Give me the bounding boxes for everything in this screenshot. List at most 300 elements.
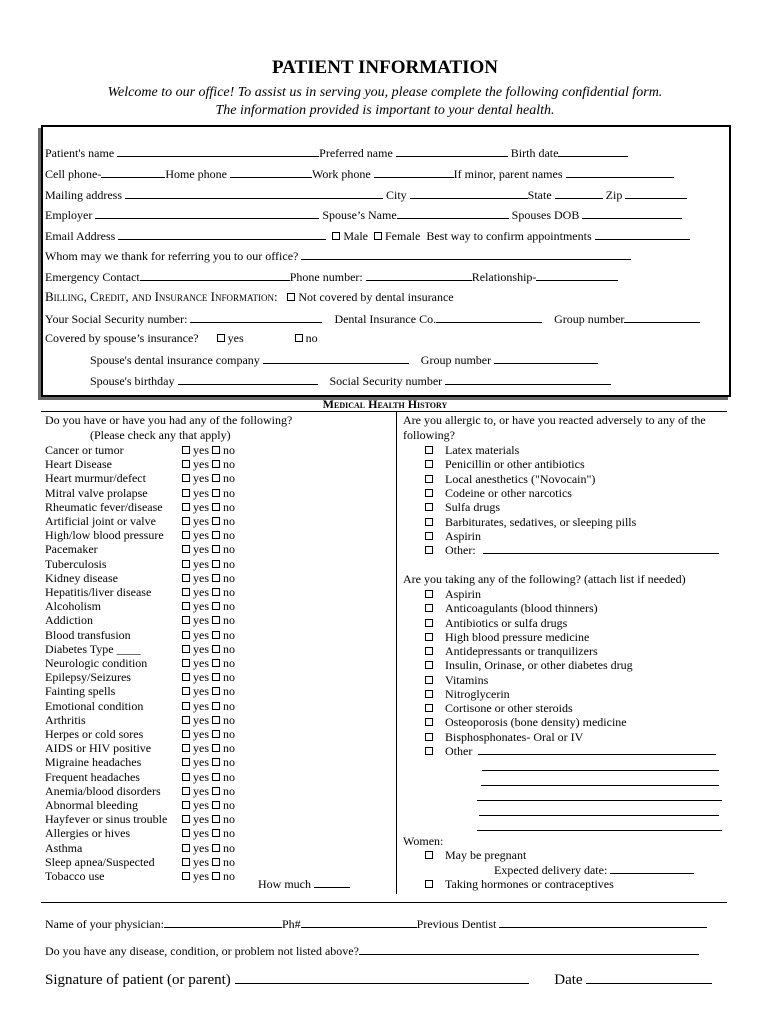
label-city: City — [386, 188, 407, 202]
label-no: no — [223, 812, 235, 826]
med-other-line-2[interactable] — [482, 770, 719, 771]
medication-label: Nitroglycerin — [445, 687, 510, 701]
condition-no-checkbox[interactable] — [212, 489, 220, 497]
allergy-label: Sulfa drugs — [445, 500, 500, 514]
relationship-field[interactable] — [536, 269, 618, 281]
spouse-group-number-field[interactable] — [494, 352, 598, 364]
label-no: no — [223, 869, 235, 883]
spouses-name-field[interactable] — [397, 207, 509, 219]
condition-label: Sleep apnea/Suspected — [45, 855, 155, 869]
medication-checkbox[interactable] — [425, 733, 433, 741]
medication-checkbox[interactable] — [425, 747, 433, 755]
medication-checkbox[interactable] — [425, 633, 433, 641]
employer-field[interactable] — [95, 207, 319, 219]
women-label: Women: — [403, 834, 444, 848]
condition-label: Emotional condition — [45, 699, 144, 713]
state-field[interactable] — [555, 187, 603, 199]
label-yes: yes — [193, 443, 209, 457]
condition-yes-no — [182, 599, 235, 613]
condition-no-checkbox[interactable] — [212, 829, 220, 837]
medication-label: Aspirin — [445, 587, 481, 601]
medication-checkbox[interactable] — [425, 704, 433, 712]
condition-no-checkbox[interactable] — [212, 602, 220, 610]
label-no: no — [223, 755, 235, 769]
condition-yes-checkbox[interactable] — [182, 773, 190, 781]
condition-no-checkbox[interactable] — [212, 858, 220, 866]
condition-yes-no — [182, 869, 235, 883]
label-yes: yes — [227, 331, 244, 345]
label-ph: Ph# — [281, 917, 301, 931]
label-no: no — [223, 684, 235, 698]
condition-label: Tobacco use — [45, 869, 105, 883]
spouse-birthday-field[interactable] — [178, 373, 318, 385]
referral-field[interactable] — [301, 248, 631, 260]
condition-yes-no — [182, 585, 235, 599]
delivery-date — [494, 862, 694, 878]
condition-label: Tuberculosis — [45, 557, 107, 571]
condition-yes-no — [182, 613, 235, 627]
row-billing-heading — [45, 290, 454, 304]
condition-yes-no — [182, 471, 235, 485]
label-yes: yes — [193, 613, 209, 627]
column-divider — [396, 412, 397, 894]
condition-yes-checkbox[interactable] — [182, 730, 190, 738]
label-emergency-contact: Emergency Contact — [45, 270, 140, 284]
allergy-checkbox[interactable] — [425, 532, 433, 540]
condition-yes-checkbox[interactable] — [182, 545, 190, 553]
label-no: no — [223, 528, 235, 542]
condition-yes-checkbox[interactable] — [182, 744, 190, 752]
medication-label: Other — [445, 744, 473, 758]
label-yes: yes — [193, 670, 209, 684]
group-number-field[interactable] — [624, 311, 700, 323]
condition-yes-no — [182, 514, 235, 528]
allergy-label: Barbiturates, sedatives, or sleeping pills — [445, 515, 637, 529]
label-female: Female — [384, 229, 421, 243]
condition-label: Addiction — [45, 613, 93, 627]
label-yes: yes — [193, 869, 209, 883]
condition-yes-checkbox[interactable] — [182, 517, 190, 525]
medication-checkbox[interactable] — [425, 647, 433, 655]
label-spouses-name: Spouse’s Name — [322, 208, 397, 222]
label-no: no — [223, 457, 235, 471]
condition-no-checkbox[interactable] — [212, 474, 220, 482]
condition-yes-no — [182, 486, 235, 500]
allergy-label: Other: — [445, 543, 476, 557]
condition-yes-checkbox[interactable] — [182, 645, 190, 653]
condition-yes-checkbox[interactable] — [182, 758, 190, 766]
label-yes: yes — [193, 727, 209, 741]
label-male: Male — [343, 229, 368, 243]
medication-checkbox[interactable] — [425, 619, 433, 627]
label-yes: yes — [193, 557, 209, 571]
label-phone-number: Phone number: — [289, 270, 363, 284]
divider — [41, 411, 727, 412]
condition-no-checkbox[interactable] — [212, 673, 220, 681]
label-yes: yes — [193, 542, 209, 556]
female-checkbox[interactable] — [374, 232, 382, 240]
medication-checkbox[interactable] — [425, 661, 433, 669]
physician-field[interactable] — [164, 916, 282, 928]
not-covered-checkbox[interactable] — [287, 293, 295, 301]
label-physician: Name of your physician: — [45, 917, 164, 931]
other-disease-field[interactable] — [359, 943, 699, 955]
ssn-field[interactable] — [190, 311, 322, 323]
row-covered-spouse — [45, 331, 318, 345]
medication-item — [425, 630, 589, 644]
label-no: no — [223, 628, 235, 642]
condition-label: Frequent headaches — [45, 770, 140, 784]
allergy-checkbox[interactable] — [425, 503, 433, 511]
condition-yes-no — [182, 798, 235, 812]
label-no: no — [223, 542, 235, 556]
label-yes: yes — [193, 457, 209, 471]
label-no: no — [223, 855, 235, 869]
divider — [41, 902, 727, 903]
condition-no-checkbox[interactable] — [212, 758, 220, 766]
condition-no-checkbox[interactable] — [212, 815, 220, 823]
allergy-item — [425, 543, 476, 557]
condition-no-checkbox[interactable] — [212, 730, 220, 738]
condition-yes-checkbox[interactable] — [182, 815, 190, 823]
covered-spouse-yes-checkbox[interactable] — [217, 334, 225, 342]
mailing-address-field[interactable] — [125, 187, 383, 199]
label-no: no — [223, 741, 235, 755]
condition-yes-checkbox[interactable] — [182, 503, 190, 511]
condition-label: Heart Disease — [45, 457, 112, 471]
allergy-question-2: following? — [403, 428, 455, 442]
condition-yes-checkbox[interactable] — [182, 872, 190, 880]
allergy-label: Penicillin or other antibiotics — [445, 457, 585, 471]
condition-label: Allergies or hives — [45, 826, 131, 840]
condition-no-checkbox[interactable] — [212, 588, 220, 596]
birth-date-field[interactable] — [558, 145, 628, 157]
condition-yes-no — [182, 855, 235, 869]
row-phones — [45, 166, 674, 181]
med-other-line-6[interactable] — [477, 830, 722, 831]
condition-yes-no — [182, 542, 235, 556]
condition-yes-no — [182, 826, 235, 840]
condition-no-checkbox[interactable] — [212, 872, 220, 880]
work-phone-field[interactable] — [374, 166, 454, 178]
condition-no-checkbox[interactable] — [212, 687, 220, 695]
condition-no-checkbox[interactable] — [212, 716, 220, 724]
condition-no-checkbox[interactable] — [212, 531, 220, 539]
condition-no-checkbox[interactable] — [212, 503, 220, 511]
condition-yes-checkbox[interactable] — [182, 716, 190, 724]
condition-yes-no — [182, 670, 235, 684]
label-yes: yes — [193, 486, 209, 500]
medication-label: Vitamins — [445, 673, 489, 687]
emergency-phone-field[interactable] — [366, 269, 472, 281]
how-much-field[interactable] — [314, 876, 350, 888]
medication-label: High blood pressure medicine — [445, 630, 590, 644]
condition-yes-no — [182, 784, 235, 798]
label-yes: yes — [193, 684, 209, 698]
medication-label: Cortisone or other steroids — [445, 701, 573, 715]
condition-no-checkbox[interactable] — [212, 702, 220, 710]
condition-yes-checkbox[interactable] — [182, 858, 190, 866]
label-no: no — [223, 727, 235, 741]
label-no: no — [223, 486, 235, 500]
med-other-line-5[interactable] — [479, 815, 719, 816]
hormones-checkbox[interactable] — [425, 880, 433, 888]
allergy-other-line[interactable] — [483, 553, 719, 554]
label-yes: yes — [193, 755, 209, 769]
condition-yes-checkbox[interactable] — [182, 489, 190, 497]
condition-yes-no — [182, 684, 235, 698]
date-field[interactable] — [586, 970, 712, 984]
best-way-field[interactable] — [595, 228, 690, 240]
parent-names-field[interactable] — [566, 166, 674, 178]
condition-yes-checkbox[interactable] — [182, 474, 190, 482]
medication-checkbox[interactable] — [425, 718, 433, 726]
condition-yes-no — [182, 713, 235, 727]
patients-name-field[interactable] — [117, 145, 319, 157]
row-address — [45, 187, 687, 202]
condition-label: High/low blood pressure — [45, 528, 164, 542]
condition-yes-checkbox[interactable] — [182, 616, 190, 624]
previous-dentist-field[interactable] — [499, 916, 707, 928]
emergency-contact-field[interactable] — [140, 269, 290, 281]
label-no: no — [223, 443, 235, 457]
medication-item — [425, 601, 598, 615]
condition-yes-no — [182, 699, 235, 713]
row-signature — [45, 970, 712, 989]
spouses-dob-field[interactable] — [582, 207, 682, 219]
label-no: no — [223, 841, 235, 855]
condition-yes-checkbox[interactable] — [182, 801, 190, 809]
home-phone-field[interactable] — [230, 166, 312, 178]
label-no: no — [223, 670, 235, 684]
med-other-line[interactable] — [478, 754, 716, 755]
condition-yes-no — [182, 571, 235, 585]
condition-no-checkbox[interactable] — [212, 659, 220, 667]
label-previous-dentist: Previous Dentist — [416, 917, 497, 931]
condition-label: Neurologic condition — [45, 656, 148, 670]
condition-no-checkbox[interactable] — [212, 560, 220, 568]
condition-no-checkbox[interactable] — [212, 517, 220, 525]
label-no: no — [223, 826, 235, 840]
allergy-checkbox[interactable] — [425, 546, 433, 554]
condition-yes-checkbox[interactable] — [182, 588, 190, 596]
allergy-item — [425, 529, 481, 543]
how-much — [258, 876, 350, 892]
male-checkbox[interactable] — [332, 232, 340, 240]
label-no: no — [223, 471, 235, 485]
label-no: no — [223, 571, 235, 585]
label-no: no — [223, 514, 235, 528]
label-yes: yes — [193, 770, 209, 784]
medication-item — [425, 744, 472, 758]
condition-no-checkbox[interactable] — [212, 801, 220, 809]
label-employer: Employer — [45, 208, 93, 222]
condition-label: Epilepsy/Seizures — [45, 670, 131, 684]
medication-label: Osteoporosis (bone density) medicine — [445, 715, 627, 729]
condition-yes-checkbox[interactable] — [182, 673, 190, 681]
condition-yes-checkbox[interactable] — [182, 531, 190, 539]
medication-checkbox[interactable] — [425, 590, 433, 598]
condition-label: Herpes or cold sores — [45, 727, 144, 741]
row-ssn — [45, 311, 700, 326]
spouse-ssn-field[interactable] — [445, 373, 611, 385]
medication-checkbox[interactable] — [425, 676, 433, 684]
condition-yes-checkbox[interactable] — [182, 446, 190, 454]
pregnant-item — [425, 848, 526, 862]
row-employer — [45, 207, 682, 222]
condition-yes-checkbox[interactable] — [182, 829, 190, 837]
allergy-checkbox[interactable] — [425, 489, 433, 497]
medication-item — [425, 616, 567, 630]
label-no: no — [223, 656, 235, 670]
label-email: Email Address — [45, 229, 116, 243]
label-delivery-date: Expected delivery date: — [494, 863, 608, 877]
row-email — [45, 228, 690, 243]
preferred-name-field[interactable] — [396, 145, 508, 157]
zip-field[interactable] — [625, 187, 687, 199]
condition-label: Arthritis — [45, 713, 86, 727]
condition-yes-no — [182, 741, 235, 755]
row-physician — [45, 916, 707, 931]
allergy-label: Latex materials — [445, 443, 520, 457]
delivery-date-field[interactable] — [610, 862, 694, 874]
condition-no-checkbox[interactable] — [212, 744, 220, 752]
cell-phone-field[interactable] — [101, 166, 165, 178]
condition-yes-checkbox[interactable] — [182, 460, 190, 468]
condition-yes-checkbox[interactable] — [182, 602, 190, 610]
condition-label: Asthma — [45, 841, 83, 855]
label-no: no — [223, 585, 235, 599]
label-referral: Whom may we thank for referring you to our office? — [45, 249, 299, 263]
label-yes: yes — [193, 713, 209, 727]
label-yes: yes — [193, 855, 209, 869]
label-spouse-birthday: Spouse's birthday — [90, 374, 175, 388]
row-referral — [45, 248, 631, 263]
signature-field[interactable] — [235, 970, 529, 984]
allergy-label: Local anesthetics ("Novocain") — [445, 472, 596, 486]
condition-no-checkbox[interactable] — [212, 773, 220, 781]
allergy-checkbox[interactable] — [425, 460, 433, 468]
email-field[interactable] — [118, 228, 326, 240]
condition-label: Rheumatic fever/disease — [45, 500, 163, 514]
label-date: Date — [554, 972, 583, 988]
condition-label: AIDS or HIV positive — [45, 741, 152, 755]
label-no: no — [305, 331, 318, 345]
allergy-checkbox[interactable] — [425, 518, 433, 526]
allergy-checkbox[interactable] — [425, 475, 433, 483]
med-other-line-4[interactable] — [477, 800, 722, 801]
condition-yes-checkbox[interactable] — [182, 787, 190, 795]
allergy-item — [425, 500, 500, 514]
allergy-item — [425, 472, 595, 486]
condition-label: Abnormal bleeding — [45, 798, 138, 812]
medication-checkbox[interactable] — [425, 604, 433, 612]
label-yes: yes — [193, 784, 209, 798]
condition-no-checkbox[interactable] — [212, 645, 220, 653]
condition-yes-checkbox[interactable] — [182, 659, 190, 667]
condition-yes-checkbox[interactable] — [182, 560, 190, 568]
condition-yes-checkbox[interactable] — [182, 687, 190, 695]
spouse-company-field[interactable] — [263, 352, 409, 364]
med-other-line-3[interactable] — [481, 785, 719, 786]
condition-yes-checkbox[interactable] — [182, 844, 190, 852]
condition-yes-no — [182, 642, 235, 656]
condition-label: Mitral valve prolapse — [45, 486, 148, 500]
condition-yes-checkbox[interactable] — [182, 574, 190, 582]
condition-yes-checkbox[interactable] — [182, 631, 190, 639]
condition-no-checkbox[interactable] — [212, 616, 220, 624]
label-not-covered: Not covered by dental insurance — [298, 290, 454, 304]
condition-yes-no — [182, 557, 235, 571]
pregnant-checkbox[interactable] — [425, 851, 433, 859]
label-ssn: Your Social Security number: — [45, 312, 188, 326]
condition-label: Artificial joint or valve — [45, 514, 156, 528]
medication-item — [425, 701, 573, 715]
condition-yes-no — [182, 443, 235, 457]
condition-no-checkbox[interactable] — [212, 631, 220, 639]
condition-no-checkbox[interactable] — [212, 446, 220, 454]
allergy-label: Codeine or other narcotics — [445, 486, 572, 500]
label-no: no — [223, 613, 235, 627]
label-yes: yes — [193, 528, 209, 542]
condition-label: Fainting spells — [45, 684, 116, 698]
left-question: Do you have or have you had any of the following? — [45, 413, 293, 427]
condition-yes-no — [182, 528, 235, 542]
medication-item — [425, 587, 481, 601]
label-work-phone: Work phone — [311, 167, 371, 181]
condition-yes-no — [182, 656, 235, 670]
welcome-text-2: The information provided is important to your dental health. — [215, 103, 555, 118]
condition-no-checkbox[interactable] — [212, 545, 220, 553]
allergy-checkbox[interactable] — [425, 446, 433, 454]
city-field[interactable] — [410, 187, 528, 199]
condition-label: Kidney disease — [45, 571, 118, 585]
label-yes: yes — [193, 500, 209, 514]
label-yes: yes — [193, 471, 209, 485]
row-other-disease — [45, 943, 699, 958]
allergy-item — [425, 486, 572, 500]
medication-checkbox[interactable] — [425, 690, 433, 698]
medication-item — [425, 658, 633, 672]
condition-no-checkbox[interactable] — [212, 460, 220, 468]
covered-spouse-no-checkbox[interactable] — [295, 334, 303, 342]
page-title: PATIENT INFORMATION — [271, 57, 499, 78]
physician-phone-field[interactable] — [301, 916, 417, 928]
dental-insurance-field[interactable] — [436, 311, 542, 323]
label-if-minor: If minor, parent names — [453, 167, 563, 181]
label-no: no — [223, 699, 235, 713]
medication-label: Antibiotics or sulfa drugs — [445, 616, 568, 630]
label-yes: yes — [193, 628, 209, 642]
label-spouse-group-number: Group number — [420, 353, 492, 367]
label-home-phone: Home phone — [165, 167, 227, 181]
condition-yes-no — [182, 841, 235, 855]
condition-yes-checkbox[interactable] — [182, 702, 190, 710]
row-spouse-company — [90, 352, 598, 367]
condition-no-checkbox[interactable] — [212, 574, 220, 582]
medications-question: Are you taking any of the following? (attach list if needed) — [403, 572, 686, 586]
row-spouse-birthday — [90, 373, 611, 388]
label-best-way: Best way to confirm appointments — [426, 229, 592, 243]
condition-yes-no — [182, 755, 235, 769]
label-spouse-ssn: Social Security number — [329, 374, 443, 388]
label-yes: yes — [193, 841, 209, 855]
label-no: no — [223, 500, 235, 514]
condition-label: Hayfever or sinus trouble — [45, 812, 168, 826]
condition-no-checkbox[interactable] — [212, 844, 220, 852]
allergy-label: Aspirin — [445, 529, 481, 543]
condition-no-checkbox[interactable] — [212, 787, 220, 795]
